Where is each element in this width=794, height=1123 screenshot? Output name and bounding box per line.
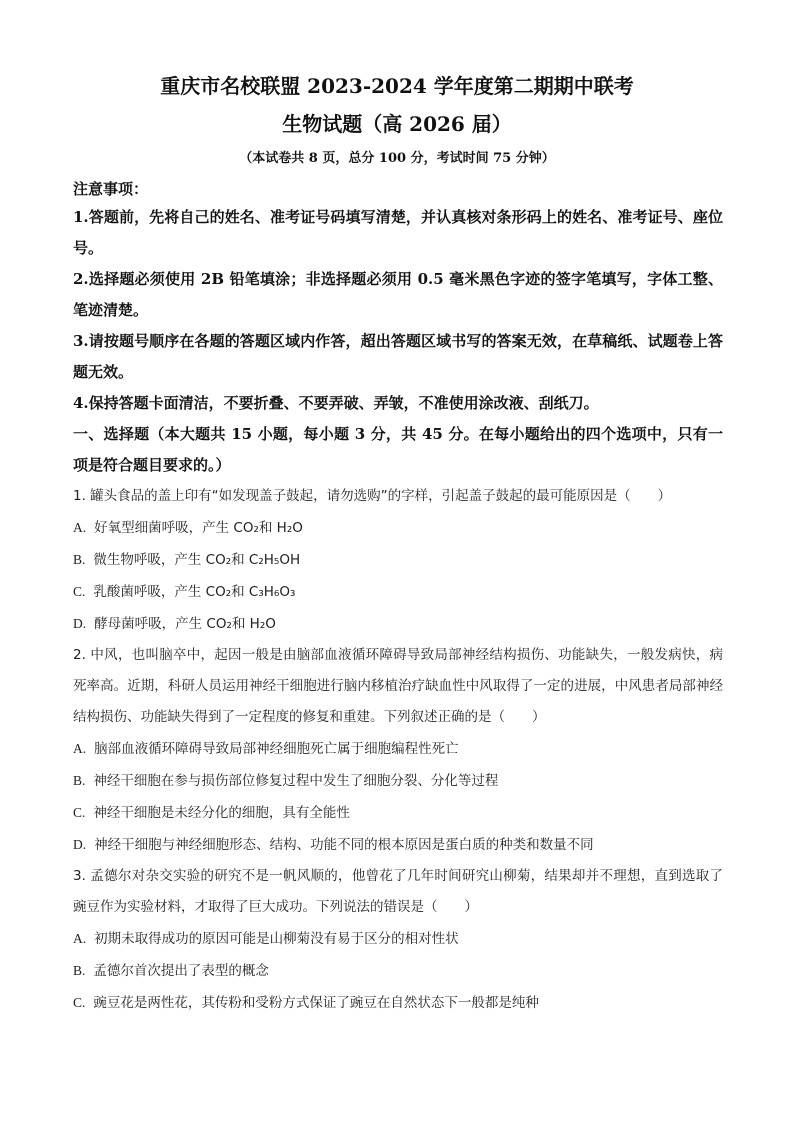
section-heading: 一、选择题（本大题共 15 小题，每小题 3 分，共 45 分。在每小题给出的四个选项中，只有一项是符合题目要求的。）	[73, 425, 723, 474]
option-letter: C.	[73, 584, 86, 599]
option-letter: B.	[73, 773, 86, 788]
option-letter: D.	[73, 616, 87, 631]
option-a[interactable]	[73, 733, 723, 765]
question-stem: 3. 孟德尔对杂交实验的研究不是一帆风顺的，他曾花了几年时间研究山柳菊，结果却并不理想，直到选取了豌豆作为实验材料，才取得了巨大成功。下列说法的错误是（ ）	[73, 868, 723, 915]
option-text: 初期未取得成功的原因可能是山柳菊没有易于区分的相对性状	[94, 931, 459, 947]
option-text: 微生物呼吸，产生 CO₂和 C₂H₅OH	[93, 552, 301, 568]
option-letter: A.	[73, 741, 87, 756]
question-stem: 1. 罐头食品的盖上印有“如发现盖子鼓起，请勿选购”的字样，引起盖子鼓起的最可能原因是（ ）	[73, 488, 672, 504]
option-b[interactable]	[73, 955, 723, 987]
question-3	[73, 861, 723, 1019]
option-letter: B.	[73, 963, 86, 978]
notice-item-2: 2.选择题必须使用 2B 铅笔填涂；非选择题必须用 0.5 毫米黑色字迹的签字笔填写，字体工整、笔迹清楚。	[73, 270, 723, 319]
notice-item-4: 4.保持答题卡面清洁，不要折叠、不要弄破、弄皱，不准使用涂改液、刮纸刀。	[73, 394, 599, 412]
exam-subject-title: 生物试题（高 2026 届）	[282, 112, 512, 136]
question-2	[73, 640, 723, 861]
option-text: 孟德尔首次提出了表型的概念	[93, 963, 269, 979]
exam-content	[73, 176, 723, 1019]
question-stem: 2. 中风，也叫脑卒中，起因一般是由脑部血液循环障碍导致局部神经结构损伤、功能缺失，一般发病快，病死率高。近期，科研人员运用神经干细胞进行脑内移植治疗缺血性中风取得了一定的进展，中风患者局部神经结构损伤、功能缺失得到了一定程度的修复和重建。下列叙述正确的是（ ）	[73, 647, 723, 725]
option-letter: B.	[73, 552, 86, 567]
option-c[interactable]	[73, 576, 723, 608]
exam-info: （本试卷共 8 页，总分 100 分，考试时间 75 分钟）	[239, 151, 555, 166]
option-text: 酵母菌呼吸，产生 CO₂和 H₂O	[94, 616, 276, 632]
option-d[interactable]	[73, 829, 723, 861]
option-text: 神经干细胞在参与损伤部位修复过程中发生了细胞分裂、分化等过程	[93, 773, 499, 789]
notice-heading: 注意事项：	[73, 180, 149, 198]
option-text: 好氧型细菌呼吸，产生 CO₂和 H₂O	[94, 520, 303, 536]
question-1	[73, 481, 723, 640]
option-letter: C.	[73, 995, 86, 1010]
option-text: 豌豆花是两性花，其传粉和受粉方式保证了豌豆在自然状态下一般都是纯种	[93, 995, 539, 1011]
option-letter: A.	[73, 520, 87, 535]
option-letter: D.	[73, 837, 87, 852]
option-text: 神经干细胞是未经分化的细胞，具有全能性	[93, 805, 350, 821]
option-c[interactable]	[73, 987, 723, 1019]
option-d[interactable]	[73, 608, 723, 640]
option-b[interactable]	[73, 544, 723, 576]
option-text: 脑部血液循环障碍导致局部神经细胞死亡属于细胞编程性死亡	[94, 741, 459, 757]
option-c[interactable]	[73, 797, 723, 829]
notice-item-3: 3.请按题号顺序在各题的答题区域内作答，超出答题区域书写的答案无效，在草稿纸、试题卷上答题无效。	[73, 332, 723, 381]
option-letter: C.	[73, 805, 86, 820]
option-letter: A.	[73, 931, 87, 946]
option-text: 乳酸菌呼吸，产生 CO₂和 C₃H₆O₃	[93, 584, 296, 600]
notice-item-1: 1.答题前，先将自己的姓名、准考证号码填写清楚，并认真核对条形码上的姓名、准考证号、座位号。	[73, 208, 723, 257]
option-text: 神经干细胞与神经细胞形态、结构、功能不同的根本原因是蛋白质的种类和数量不同	[94, 837, 594, 853]
exam-title: 重庆市名校联盟 2023-2024 学年度第二期期中联考	[160, 74, 634, 98]
option-b[interactable]	[73, 765, 723, 797]
option-a[interactable]	[73, 923, 723, 955]
option-a[interactable]	[73, 512, 723, 544]
